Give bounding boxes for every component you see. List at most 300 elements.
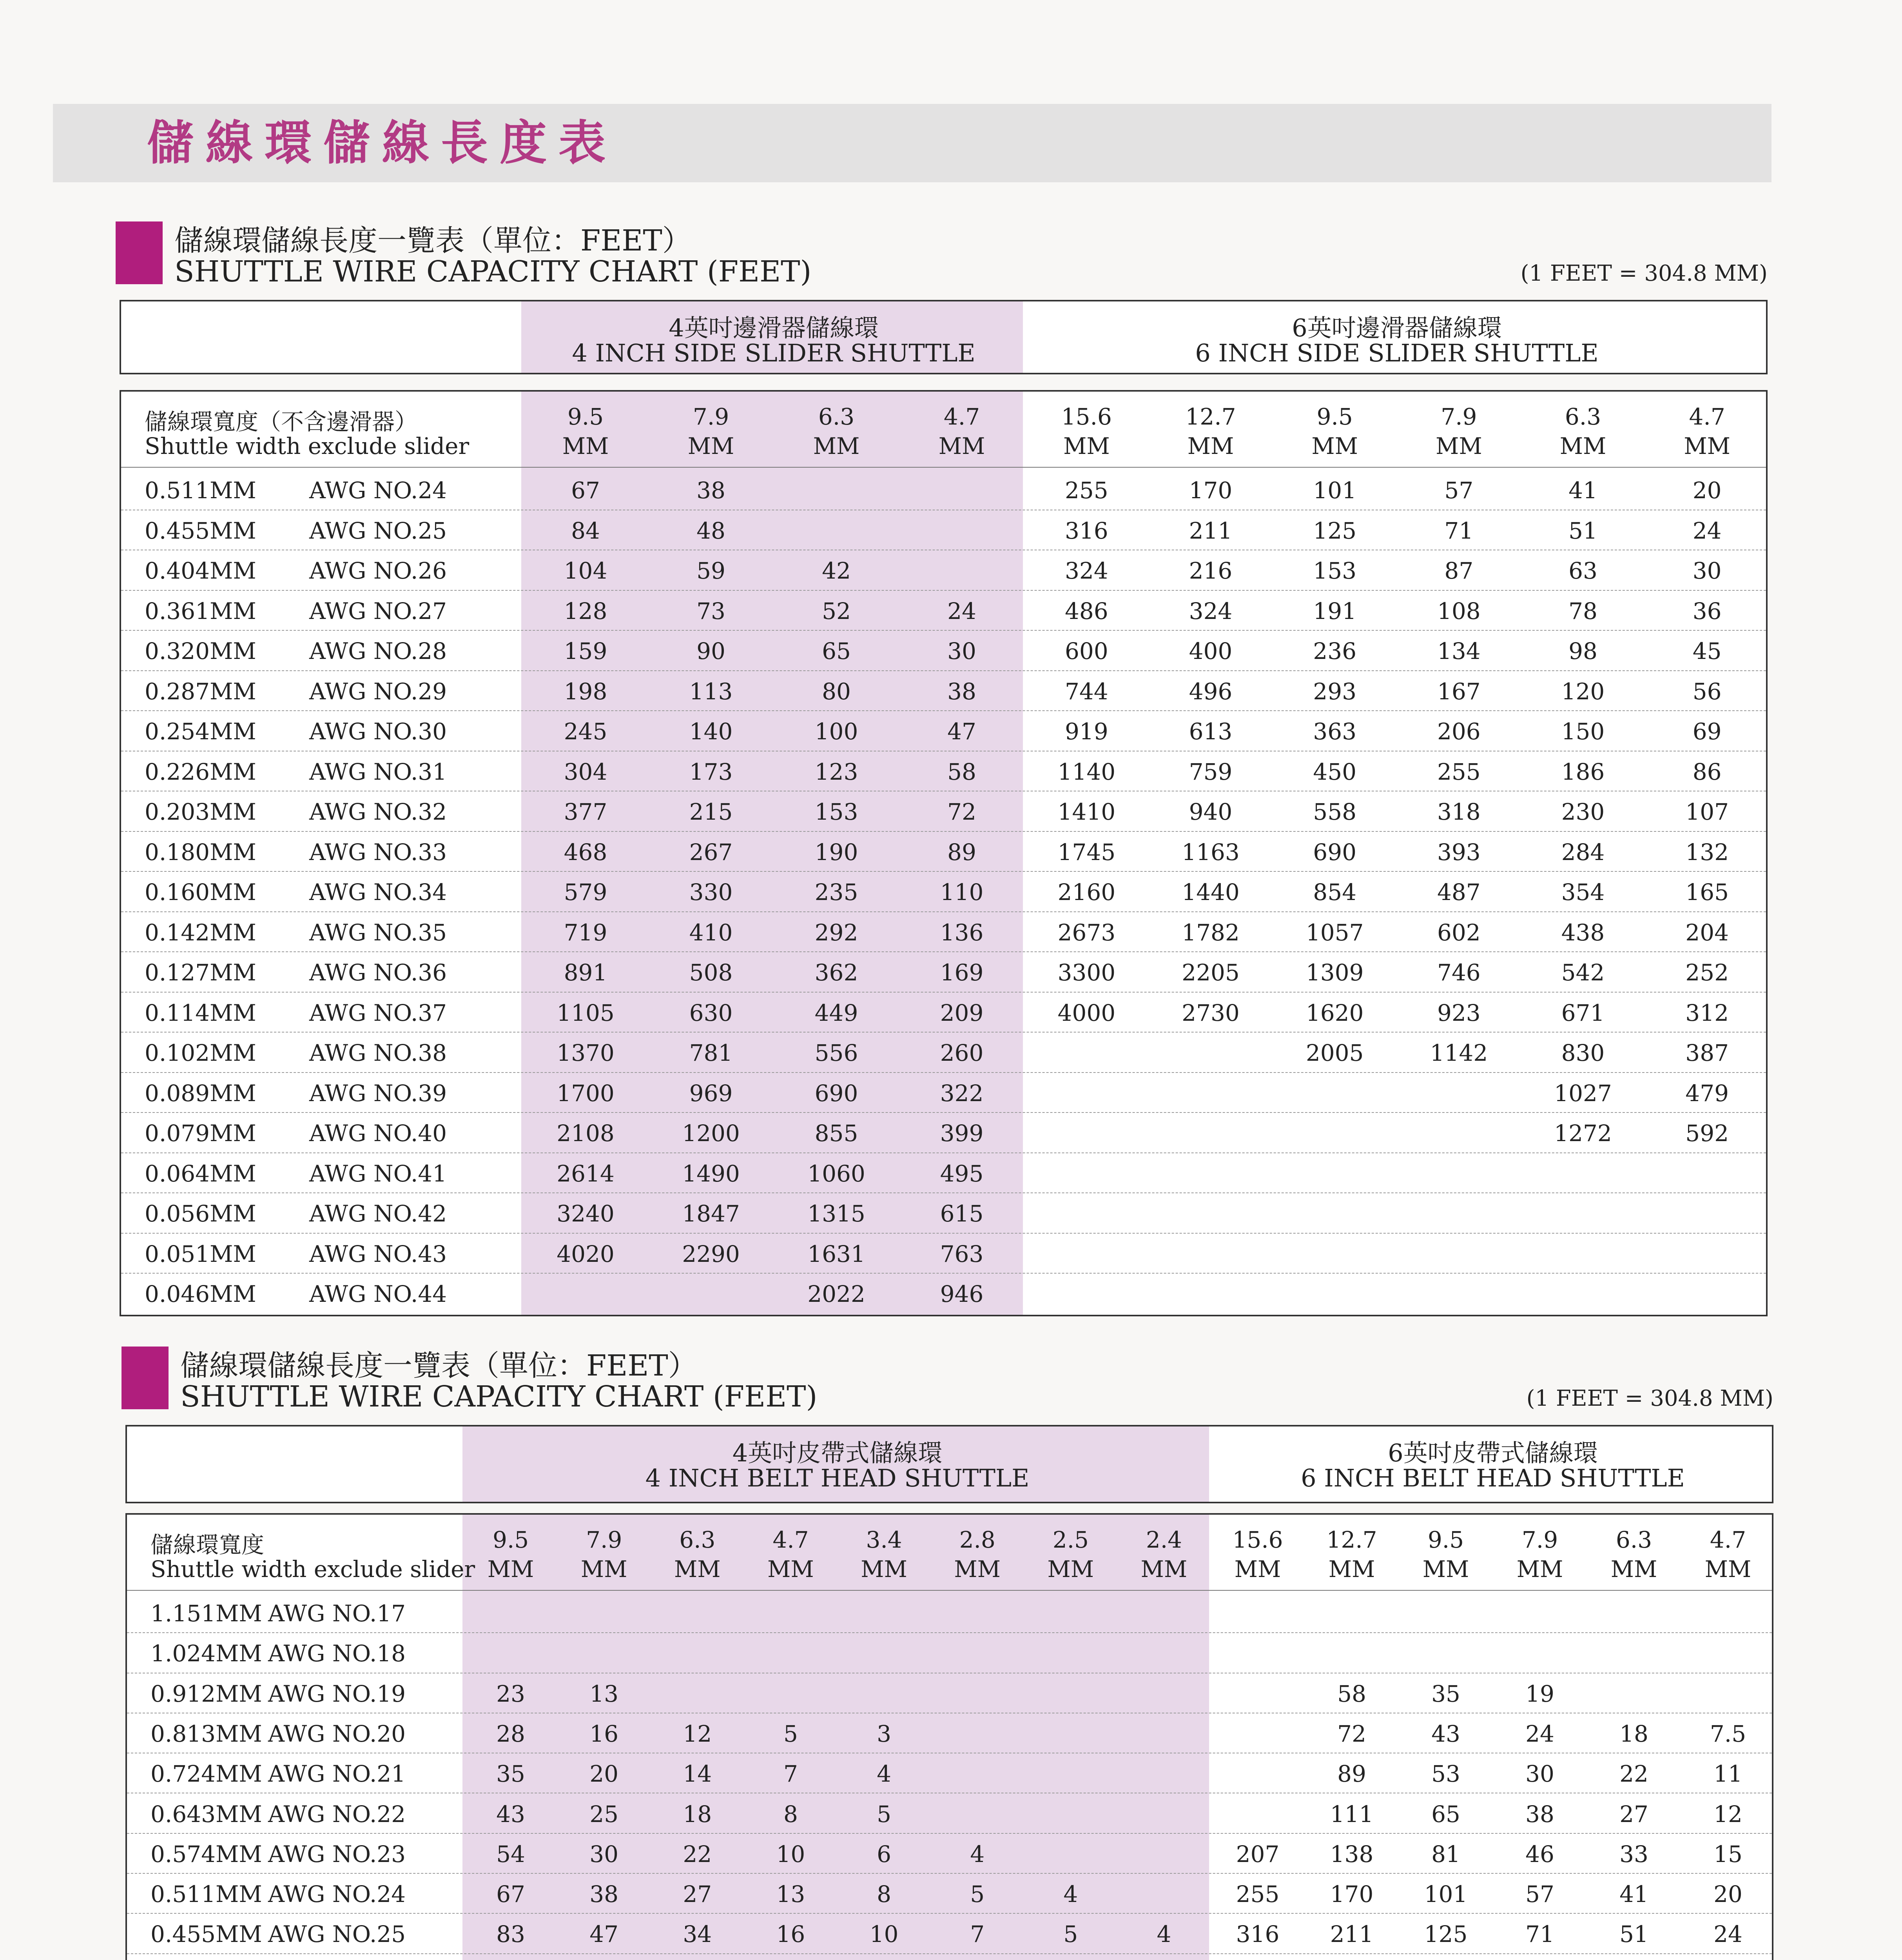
capacity-cell: 38 — [589, 1881, 619, 1908]
capacity-cell: 2108 — [557, 1120, 615, 1147]
capacity-cell: 198 — [564, 678, 607, 705]
column-header-unit: MM — [562, 433, 609, 459]
capacity-cell: 16 — [589, 1720, 619, 1747]
capacity-cell: 579 — [564, 879, 607, 906]
capacity-cell: 400 — [1189, 638, 1233, 664]
capacity-cell: 1847 — [682, 1200, 740, 1227]
capacity-cell: 13 — [589, 1680, 619, 1707]
capacity-cell: 51 — [1568, 517, 1597, 544]
capacity-cell: 1140 — [1057, 758, 1116, 785]
capacity-cell: 630 — [689, 999, 733, 1026]
table-row — [127, 1593, 1772, 1633]
column-header-size: 6.3 — [1565, 403, 1601, 430]
capacity-cell: 165 — [1685, 879, 1729, 906]
wire-diameter: 0.511MM — [145, 477, 256, 504]
awg-gauge: AWG NO.27 — [309, 597, 447, 624]
table-row — [121, 872, 1766, 912]
capacity-cell: 292 — [814, 919, 858, 946]
capacity-cell: 120 — [1561, 678, 1605, 705]
column-header-size: 9.5 — [1427, 1526, 1464, 1553]
width-header-en: Shuttle width exclude slider — [150, 1556, 475, 1583]
wire-diameter: 0.142MM — [145, 919, 256, 946]
wire-diameter: 0.226MM — [145, 758, 256, 785]
capacity-cell: 781 — [689, 1040, 733, 1066]
capacity-cell: 12 — [1713, 1800, 1742, 1828]
awg-gauge: AWG NO.17 — [268, 1600, 406, 1627]
group-b-title-cn: 6英吋邊滑器儲線環 — [1292, 314, 1502, 342]
capacity-cell: 84 — [571, 517, 600, 544]
section-title-cn: 儲線環儲線長度一覽表（單位：FEET） — [174, 224, 691, 258]
awg-gauge: AWG NO.41 — [309, 1160, 447, 1187]
capacity-cell: 71 — [1525, 1921, 1554, 1948]
capacity-cell: 35 — [1431, 1680, 1460, 1707]
capacity-cell: 2160 — [1057, 879, 1116, 906]
column-header-unit: MM — [938, 433, 985, 459]
capacity-cell: 204 — [1685, 919, 1729, 946]
column-header-size: 7.9 — [1521, 1526, 1558, 1553]
capacity-cell: 209 — [940, 999, 984, 1026]
section-title-en: SHUTTLE WIRE CAPACITY CHART (FEET) — [174, 255, 812, 289]
capacity-cell: 1782 — [1182, 919, 1240, 946]
table-row — [121, 550, 1766, 591]
capacity-cell: 41 — [1619, 1881, 1648, 1908]
capacity-cell: 377 — [564, 799, 607, 825]
table-row — [121, 791, 1766, 832]
capacity-cell: 410 — [689, 919, 733, 946]
capacity-table — [120, 390, 1768, 1316]
capacity-cell: 854 — [1313, 879, 1357, 906]
capacity-cell: 1142 — [1430, 1040, 1488, 1066]
capacity-cell: 3240 — [557, 1200, 615, 1227]
column-header-size: 3.4 — [866, 1526, 902, 1553]
table-row — [121, 751, 1766, 792]
table-row — [127, 1753, 1772, 1793]
wire-diameter: 0.056MM — [145, 1200, 256, 1227]
group-a-title-cn: 4英吋邊滑器儲線環 — [669, 314, 879, 342]
capacity-cell: 170 — [1189, 477, 1233, 504]
column-header-size: 4.7 — [1689, 403, 1725, 430]
capacity-cell: 110 — [940, 879, 984, 906]
column-header-unit: MM — [1234, 1556, 1281, 1583]
capacity-cell: 284 — [1561, 838, 1605, 866]
table-row — [127, 1914, 1772, 1954]
table-row — [121, 993, 1766, 1033]
capacity-cell: 125 — [1313, 517, 1357, 544]
column-header-unit: MM — [813, 433, 860, 459]
awg-gauge: AWG NO.33 — [309, 838, 447, 866]
capacity-cell: 615 — [940, 1200, 984, 1227]
header-divider — [127, 1590, 1772, 1591]
capacity-cell: 23 — [496, 1680, 525, 1707]
column-header-size: 2.5 — [1052, 1526, 1089, 1553]
capacity-cell: 38 — [696, 477, 725, 504]
capacity-cell: 2614 — [557, 1160, 615, 1187]
capacity-cell: 101 — [1313, 477, 1357, 504]
wire-diameter: 0.102MM — [145, 1040, 256, 1066]
capacity-cell: 252 — [1685, 959, 1729, 986]
capacity-cell: 450 — [1313, 758, 1357, 785]
capacity-cell: 30 — [589, 1840, 619, 1867]
capacity-cell: 191 — [1313, 597, 1357, 624]
capacity-cell: 267 — [689, 838, 733, 866]
capacity-cell: 3300 — [1057, 959, 1116, 986]
table-row — [121, 1033, 1766, 1073]
group-a-title-en: 4 INCH SIDE SLIDER SHUTTLE — [572, 339, 975, 367]
group-b-title-cn: 6英吋皮帶式儲線環 — [1388, 1439, 1598, 1467]
capacity-cell: 759 — [1189, 758, 1233, 785]
capacity-cell: 4000 — [1057, 999, 1116, 1026]
column-header-unit: MM — [1704, 1556, 1752, 1583]
wire-diameter: 0.064MM — [145, 1160, 256, 1187]
group-a-title-en: 4 INCH BELT HEAD SHUTTLE — [645, 1464, 1030, 1492]
wire-diameter: 0.511MM — [150, 1881, 262, 1908]
capacity-cell: 322 — [940, 1080, 984, 1107]
capacity-cell: 923 — [1437, 999, 1481, 1026]
capacity-cell: 1440 — [1182, 879, 1240, 906]
column-header-unit: MM — [1063, 433, 1110, 459]
width-header-en: Shuttle width exclude slider — [145, 433, 470, 459]
capacity-cell: 5 — [877, 1800, 892, 1828]
wire-diameter: 0.813MM — [150, 1720, 262, 1747]
capacity-cell: 65 — [1431, 1800, 1460, 1828]
capacity-cell: 2022 — [807, 1281, 865, 1307]
capacity-cell: 150 — [1561, 718, 1605, 745]
capacity-cell: 89 — [1337, 1760, 1366, 1788]
column-header-size: 7.9 — [693, 403, 729, 430]
capacity-cell: 1105 — [557, 999, 615, 1026]
capacity-cell: 100 — [814, 718, 858, 745]
capacity-cell: 1490 — [682, 1160, 740, 1187]
capacity-cell: 190 — [814, 838, 858, 866]
capacity-cell: 18 — [1619, 1720, 1648, 1747]
awg-gauge: AWG NO.35 — [309, 919, 447, 946]
column-header-size: 6.3 — [818, 403, 855, 430]
unit-note: (1 FEET = 304.8 MM) — [1520, 261, 1768, 286]
capacity-cell: 969 — [689, 1080, 733, 1107]
capacity-cell: 38 — [1525, 1800, 1554, 1828]
capacity-cell: 1410 — [1057, 799, 1116, 825]
capacity-cell: 73 — [696, 597, 725, 624]
capacity-cell: 5 — [970, 1881, 985, 1908]
capacity-cell: 67 — [571, 477, 600, 504]
capacity-cell: 57 — [1444, 477, 1474, 504]
capacity-cell: 324 — [1064, 557, 1108, 584]
capacity-cell: 556 — [814, 1040, 858, 1066]
capacity-cell: 13 — [776, 1881, 805, 1908]
table-row — [121, 470, 1766, 510]
capacity-cell: 6 — [877, 1840, 892, 1867]
capacity-cell: 260 — [940, 1040, 984, 1066]
capacity-cell: 134 — [1437, 638, 1481, 664]
section-marker — [116, 221, 163, 284]
capacity-cell: 4 — [877, 1760, 892, 1788]
awg-gauge: AWG NO.28 — [309, 638, 447, 664]
capacity-cell: 946 — [940, 1281, 984, 1307]
capacity-cell: 216 — [1189, 557, 1233, 584]
capacity-cell: 399 — [940, 1120, 984, 1147]
capacity-cell: 30 — [947, 638, 976, 664]
capacity-cell: 72 — [947, 799, 976, 825]
column-header-unit: MM — [1435, 433, 1482, 459]
capacity-cell: 67 — [496, 1881, 525, 1908]
table-row — [127, 1794, 1772, 1834]
capacity-cell: 207 — [1236, 1840, 1280, 1867]
column-header-unit: MM — [1328, 1556, 1375, 1583]
capacity-cell: 33 — [1619, 1840, 1648, 1867]
table-row — [121, 591, 1766, 631]
capacity-cell: 159 — [564, 638, 607, 664]
capacity-cell: 14 — [683, 1760, 712, 1788]
capacity-cell: 132 — [1685, 838, 1729, 866]
column-header-size: 2.4 — [1146, 1526, 1182, 1553]
capacity-cell: 11 — [1713, 1760, 1742, 1788]
capacity-cell: 87 — [1444, 557, 1474, 584]
group-a-title-cn: 4英吋皮帶式儲線環 — [732, 1439, 943, 1467]
wire-diameter: 0.912MM — [150, 1680, 262, 1707]
wire-diameter: 0.455MM — [145, 517, 256, 544]
column-header-size: 2.8 — [959, 1526, 995, 1553]
capacity-cell: 235 — [814, 879, 858, 906]
table-row — [121, 1274, 1766, 1314]
column-header-size: 15.6 — [1232, 1526, 1283, 1553]
wire-diameter: 0.404MM — [145, 557, 256, 584]
awg-gauge: AWG NO.23 — [268, 1840, 406, 1867]
awg-gauge: AWG NO.38 — [309, 1040, 447, 1066]
table-row — [121, 912, 1766, 953]
width-header-cn: 儲線環寬度 — [150, 1532, 265, 1558]
capacity-cell: 8 — [877, 1881, 892, 1908]
awg-gauge: AWG NO.36 — [309, 959, 447, 986]
capacity-cell: 330 — [689, 879, 733, 906]
wire-diameter: 0.046MM — [145, 1281, 256, 1307]
capacity-cell: 2290 — [682, 1240, 740, 1267]
table-row — [121, 1153, 1766, 1194]
capacity-cell: 27 — [1619, 1800, 1648, 1828]
capacity-cell: 104 — [564, 557, 607, 584]
capacity-cell: 71 — [1444, 517, 1474, 544]
capacity-cell: 602 — [1437, 919, 1481, 946]
awg-gauge: AWG NO.29 — [309, 678, 447, 705]
section-marker — [121, 1347, 169, 1409]
column-header-unit: MM — [954, 1556, 1001, 1583]
table-row — [121, 1193, 1766, 1234]
column-header-unit: MM — [1140, 1556, 1188, 1583]
wire-diameter: 1.151MM — [150, 1600, 262, 1627]
capacity-cell: 468 — [564, 838, 607, 866]
group-header — [120, 300, 1768, 374]
capacity-cell: 41 — [1568, 477, 1597, 504]
capacity-cell: 125 — [1424, 1921, 1468, 1948]
capacity-cell: 940 — [1189, 799, 1233, 825]
capacity-cell: 316 — [1236, 1921, 1280, 1948]
capacity-cell: 744 — [1064, 678, 1108, 705]
capacity-cell: 56 — [1692, 678, 1722, 705]
capacity-cell: 20 — [589, 1760, 619, 1788]
capacity-cell: 113 — [689, 678, 733, 705]
capacity-cell: 1370 — [557, 1040, 615, 1066]
table-row — [121, 631, 1766, 671]
column-header-unit: MM — [687, 433, 734, 459]
capacity-cell: 16 — [776, 1921, 805, 1948]
chart-section — [0, 218, 1902, 1315]
column-header-unit: MM — [580, 1556, 627, 1583]
column-header-size: 12.7 — [1185, 403, 1236, 430]
capacity-cell: 558 — [1313, 799, 1357, 825]
wire-diameter: 0.320MM — [145, 638, 256, 664]
column-header-unit: MM — [1610, 1556, 1657, 1583]
awg-gauge: AWG NO.22 — [268, 1800, 406, 1828]
chart-section — [0, 1343, 1902, 1960]
capacity-cell: 508 — [689, 959, 733, 986]
capacity-cell: 47 — [589, 1921, 619, 1948]
capacity-cell: 169 — [940, 959, 984, 986]
capacity-cell: 19 — [1525, 1680, 1554, 1707]
capacity-cell: 1620 — [1305, 999, 1364, 1026]
wire-diameter: 0.643MM — [150, 1800, 262, 1828]
table-row — [121, 1073, 1766, 1113]
capacity-cell: 47 — [947, 718, 976, 745]
capacity-cell: 4 — [1063, 1881, 1078, 1908]
capacity-cell: 354 — [1561, 879, 1605, 906]
capacity-cell: 318 — [1437, 799, 1481, 825]
capacity-cell: 24 — [947, 597, 976, 624]
wire-diameter: 0.455MM — [150, 1921, 262, 1948]
table-row — [121, 1234, 1766, 1274]
capacity-cell: 4020 — [557, 1240, 615, 1267]
capacity-cell: 24 — [1525, 1720, 1554, 1747]
column-header-size: 9.5 — [492, 1526, 529, 1553]
capacity-cell: 170 — [1330, 1881, 1374, 1908]
capacity-cell: 128 — [564, 597, 607, 624]
capacity-cell: 830 — [1561, 1040, 1605, 1066]
capacity-cell: 36 — [1692, 597, 1722, 624]
awg-gauge: AWG NO.43 — [309, 1240, 447, 1267]
capacity-cell: 438 — [1561, 919, 1605, 946]
awg-gauge: AWG NO.18 — [268, 1640, 406, 1667]
capacity-cell: 15 — [1713, 1840, 1742, 1867]
section-title-en: SHUTTLE WIRE CAPACITY CHART (FEET) — [180, 1380, 818, 1414]
wire-diameter: 0.287MM — [145, 678, 256, 705]
capacity-cell: 4 — [970, 1840, 985, 1867]
capacity-cell: 316 — [1064, 517, 1108, 544]
capacity-cell: 592 — [1685, 1120, 1729, 1147]
wire-diameter: 0.114MM — [145, 999, 256, 1026]
capacity-cell: 393 — [1437, 838, 1481, 866]
wire-diameter: 0.079MM — [145, 1120, 256, 1147]
capacity-cell: 1700 — [557, 1080, 615, 1107]
capacity-cell: 542 — [1561, 959, 1605, 986]
capacity-cell: 690 — [1313, 838, 1357, 866]
wire-diameter: 0.361MM — [145, 597, 256, 624]
table-row — [121, 1113, 1766, 1153]
capacity-cell: 63 — [1568, 557, 1597, 584]
awg-gauge: AWG NO.20 — [268, 1720, 406, 1747]
capacity-cell: 245 — [564, 718, 607, 745]
group-b-title-en: 6 INCH SIDE SLIDER SHUTTLE — [1195, 339, 1599, 367]
capacity-cell: 46 — [1525, 1840, 1554, 1867]
capacity-cell: 59 — [696, 557, 725, 584]
table-row — [127, 1633, 1772, 1673]
table-row — [121, 952, 1766, 993]
wire-diameter: 0.127MM — [145, 959, 256, 986]
awg-gauge: AWG NO.24 — [309, 477, 447, 504]
capacity-cell: 211 — [1189, 517, 1233, 544]
capacity-cell: 8 — [783, 1800, 798, 1828]
capacity-cell: 293 — [1313, 678, 1357, 705]
unit-note: (1 FEET = 304.8 MM) — [1526, 1386, 1773, 1411]
capacity-cell: 746 — [1437, 959, 1481, 986]
capacity-cell: 215 — [689, 799, 733, 825]
capacity-cell: 35 — [496, 1760, 525, 1788]
capacity-cell: 42 — [822, 557, 851, 584]
capacity-cell: 304 — [564, 758, 607, 785]
wire-diameter: 0.160MM — [145, 879, 256, 906]
capacity-cell: 449 — [814, 999, 858, 1026]
capacity-cell: 54 — [496, 1840, 525, 1867]
column-header-unit: MM — [1559, 433, 1606, 459]
header-divider — [121, 467, 1766, 468]
capacity-cell: 495 — [940, 1160, 984, 1187]
group-b-title-en: 6 INCH BELT HEAD SHUTTLE — [1301, 1464, 1685, 1492]
capacity-cell: 138 — [1330, 1840, 1374, 1867]
column-header-size: 12.7 — [1326, 1526, 1377, 1553]
width-header-cn: 儲線環寬度（不含邊滑器） — [145, 408, 418, 435]
section-title-cn: 儲線環儲線長度一覽表（單位：FEET） — [180, 1349, 697, 1383]
wire-diameter: 0.180MM — [145, 838, 256, 866]
column-header-unit: MM — [861, 1556, 907, 1583]
capacity-cell: 25 — [589, 1800, 619, 1828]
awg-gauge: AWG NO.24 — [268, 1881, 406, 1908]
capacity-cell: 58 — [1337, 1680, 1366, 1707]
capacity-cell: 1309 — [1305, 959, 1364, 986]
capacity-cell: 7.5 — [1710, 1720, 1746, 1747]
capacity-cell: 136 — [940, 919, 984, 946]
column-header-size: 9.5 — [567, 403, 604, 430]
table-row — [127, 1713, 1772, 1753]
awg-gauge: AWG NO.32 — [309, 799, 447, 825]
capacity-cell: 671 — [1561, 999, 1605, 1026]
capacity-cell: 34 — [683, 1921, 712, 1948]
capacity-cell: 5 — [1063, 1921, 1078, 1948]
capacity-cell: 28 — [496, 1720, 525, 1747]
capacity-cell: 1200 — [682, 1120, 740, 1147]
capacity-cell: 58 — [947, 758, 976, 785]
capacity-cell: 20 — [1713, 1881, 1742, 1908]
table-row — [121, 711, 1766, 751]
awg-gauge: AWG NO.19 — [268, 1680, 406, 1707]
capacity-cell: 140 — [689, 718, 733, 745]
capacity-cell: 1272 — [1554, 1120, 1612, 1147]
capacity-cell: 89 — [947, 838, 976, 866]
capacity-cell: 255 — [1236, 1881, 1280, 1908]
capacity-cell: 211 — [1330, 1921, 1374, 1948]
capacity-cell: 1315 — [807, 1200, 865, 1227]
wire-diameter: 0.574MM — [150, 1840, 262, 1867]
capacity-cell: 855 — [814, 1120, 858, 1147]
capacity-cell: 719 — [564, 919, 607, 946]
wire-diameter: 0.051MM — [145, 1240, 256, 1267]
column-header-size: 4.7 — [772, 1526, 809, 1553]
capacity-cell: 479 — [1685, 1080, 1729, 1107]
column-header-unit: MM — [674, 1556, 721, 1583]
wire-diameter: 0.254MM — [145, 718, 256, 745]
capacity-cell: 83 — [496, 1921, 525, 1948]
capacity-cell: 65 — [822, 638, 851, 664]
capacity-cell: 763 — [940, 1240, 984, 1267]
capacity-cell: 10 — [776, 1840, 805, 1867]
column-header-size: 9.5 — [1316, 403, 1353, 430]
capacity-cell: 2005 — [1305, 1040, 1364, 1066]
